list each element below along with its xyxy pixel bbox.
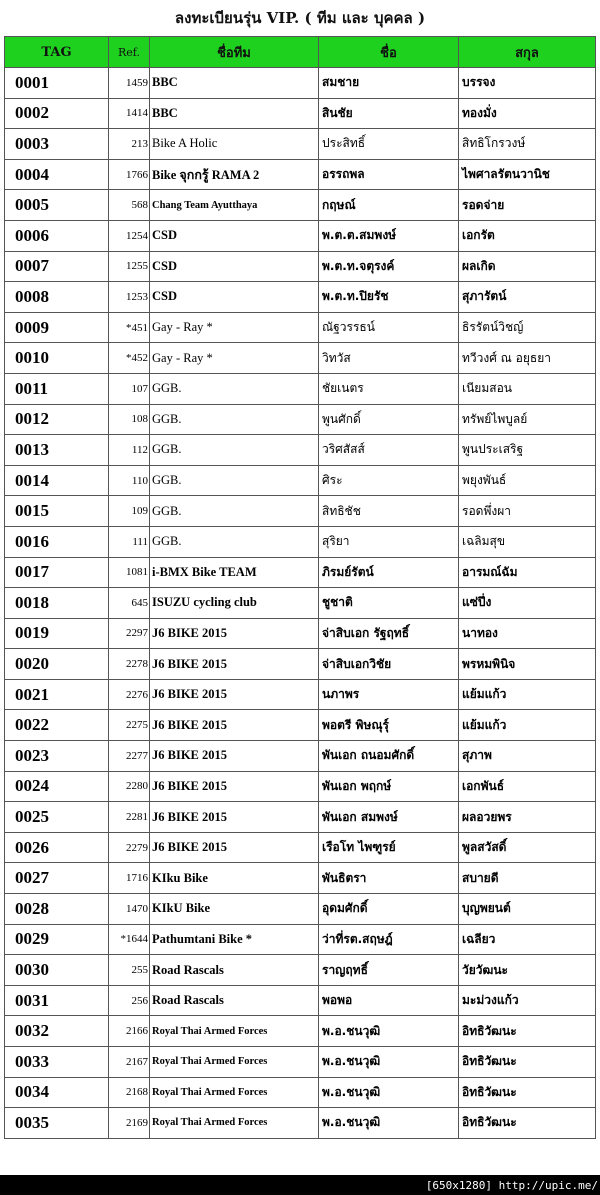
registration-table	[4, 36, 596, 1139]
table-row	[5, 1077, 596, 1108]
team-cell: i-BMX Bike TEAM	[150, 557, 319, 588]
ref-cell: 2281	[109, 802, 150, 833]
ref-cell: 1766	[109, 159, 150, 190]
tag-cell: 0021	[5, 679, 109, 710]
ref-cell: 2166	[109, 1016, 150, 1047]
table-row	[5, 129, 596, 160]
last-name-cell: เฉลิมสุข	[459, 526, 596, 557]
team-cell: GGB.	[150, 526, 319, 557]
team-cell: GGB.	[150, 465, 319, 496]
last-name-cell: ทองมั่ง	[459, 98, 596, 129]
last-name-cell: สบายดี	[459, 863, 596, 894]
ref-cell: 213	[109, 129, 150, 160]
table-row	[5, 465, 596, 496]
tag-cell: 0035	[5, 1108, 109, 1139]
first-name-cell: อรรถพล	[319, 159, 459, 190]
header-tag: TAG	[5, 37, 109, 68]
ref-cell: 2275	[109, 710, 150, 741]
table-row	[5, 557, 596, 588]
tag-cell: 0004	[5, 159, 109, 190]
table-row	[5, 1108, 596, 1139]
header-last-name: สกุล	[459, 37, 596, 68]
ref-cell: 111	[109, 526, 150, 557]
team-cell: Pathumtani Bike *	[150, 924, 319, 955]
team-cell: J6 BIKE 2015	[150, 710, 319, 741]
tag-cell: 0009	[5, 312, 109, 343]
last-name-cell: แย้มแก้ว	[459, 679, 596, 710]
table-row	[5, 1047, 596, 1078]
ref-cell: 110	[109, 465, 150, 496]
team-cell: Road Rascals	[150, 985, 319, 1016]
tag-cell: 0033	[5, 1047, 109, 1078]
team-cell: J6 BIKE 2015	[150, 679, 319, 710]
first-name-cell: วริศสัสส์	[319, 435, 459, 466]
ref-cell: 107	[109, 373, 150, 404]
first-name-cell: พอพอ	[319, 985, 459, 1016]
tag-cell: 0020	[5, 649, 109, 680]
last-name-cell: ทวีวงศ์ ณ อยุธยา	[459, 343, 596, 374]
team-cell: KIku Bike	[150, 863, 319, 894]
team-cell: J6 BIKE 2015	[150, 618, 319, 649]
ref-cell: 2280	[109, 771, 150, 802]
first-name-cell: พันธิตรา	[319, 863, 459, 894]
first-name-cell: วิทวัส	[319, 343, 459, 374]
last-name-cell: พูนประเสริฐ	[459, 435, 596, 466]
table-row	[5, 251, 596, 282]
first-name-cell: พ.อ.ชนวุฒิ	[319, 1047, 459, 1078]
tag-cell: 0013	[5, 435, 109, 466]
last-name-cell: เอกพันธ์	[459, 771, 596, 802]
team-cell: GGB.	[150, 404, 319, 435]
tag-cell: 0024	[5, 771, 109, 802]
first-name-cell: พันเอก สมพงษ์	[319, 802, 459, 833]
table-row	[5, 159, 596, 190]
table-row	[5, 404, 596, 435]
team-cell: BBC	[150, 98, 319, 129]
last-name-cell: อิทธิวัฒนะ	[459, 1077, 596, 1108]
team-cell: CSD	[150, 251, 319, 282]
tag-cell: 0023	[5, 741, 109, 772]
ref-cell: 1716	[109, 863, 150, 894]
ref-cell: 2168	[109, 1077, 150, 1108]
tag-cell: 0014	[5, 465, 109, 496]
first-name-cell: พ.ต.ท.จตุรงค์	[319, 251, 459, 282]
team-cell: J6 BIKE 2015	[150, 802, 319, 833]
last-name-cell: อิทธิวัฒนะ	[459, 1108, 596, 1139]
first-name-cell: ชูชาติ	[319, 588, 459, 619]
table-row	[5, 894, 596, 925]
tag-cell: 0016	[5, 526, 109, 557]
first-name-cell: ภิรมย์รัตน์	[319, 557, 459, 588]
ref-cell: 2278	[109, 649, 150, 680]
first-name-cell: สิทธิชัช	[319, 496, 459, 527]
tag-cell: 0028	[5, 894, 109, 925]
ref-cell: 1470	[109, 894, 150, 925]
tag-cell: 0034	[5, 1077, 109, 1108]
last-name-cell: แซ่ปึ่ง	[459, 588, 596, 619]
first-name-cell: พันเอก ถนอมศักดิ์	[319, 741, 459, 772]
header-first-name: ชื่อ	[319, 37, 459, 68]
last-name-cell: เอกรัต	[459, 220, 596, 251]
ref-cell: 2169	[109, 1108, 150, 1139]
first-name-cell: เรือโท ไพฑูรย์	[319, 832, 459, 863]
last-name-cell: แย้มแก้ว	[459, 710, 596, 741]
first-name-cell: พ.ต.ต.สมพงษ์	[319, 220, 459, 251]
last-name-cell: นาทอง	[459, 618, 596, 649]
tag-cell: 0029	[5, 924, 109, 955]
first-name-cell: ชัยเนตร	[319, 373, 459, 404]
table-row	[5, 1016, 596, 1047]
team-cell: Bike A Holic	[150, 129, 319, 160]
tag-cell: 0019	[5, 618, 109, 649]
first-name-cell: สมชาย	[319, 68, 459, 99]
header-row	[5, 37, 596, 68]
tag-cell: 0018	[5, 588, 109, 619]
first-name-cell: กฤษณ์	[319, 190, 459, 221]
table-row	[5, 98, 596, 129]
team-cell: Royal Thai Armed Forces	[150, 1047, 319, 1078]
ref-cell: 2167	[109, 1047, 150, 1078]
last-name-cell: เฉลียว	[459, 924, 596, 955]
last-name-cell: อิทธิวัฒนะ	[459, 1016, 596, 1047]
team-cell: Gay - Ray *	[150, 312, 319, 343]
last-name-cell: ทรัพย์ไพบูลย์	[459, 404, 596, 435]
table-row	[5, 496, 596, 527]
first-name-cell: ราญฤทธิ์	[319, 955, 459, 986]
last-name-cell: ไพศาลรัตนวานิช	[459, 159, 596, 190]
tag-cell: 0005	[5, 190, 109, 221]
last-name-cell: สิทธิโกรวงษ์	[459, 129, 596, 160]
ref-cell: *452	[109, 343, 150, 374]
team-cell: BBC	[150, 68, 319, 99]
team-cell: Royal Thai Armed Forces	[150, 1077, 319, 1108]
team-cell: KIkU Bike	[150, 894, 319, 925]
ref-cell: 1255	[109, 251, 150, 282]
first-name-cell: พ.อ.ชนวุฒิ	[319, 1108, 459, 1139]
ref-cell: 2297	[109, 618, 150, 649]
table-row	[5, 955, 596, 986]
first-name-cell: ว่าที่รต.สฤษฎ์	[319, 924, 459, 955]
team-cell: Royal Thai Armed Forces	[150, 1016, 319, 1047]
team-cell: GGB.	[150, 496, 319, 527]
team-cell: GGB.	[150, 373, 319, 404]
tag-cell: 0030	[5, 955, 109, 986]
first-name-cell: ศิระ	[319, 465, 459, 496]
tag-cell: 0011	[5, 373, 109, 404]
table-row	[5, 435, 596, 466]
first-name-cell: จ่าสิบเอกวิชัย	[319, 649, 459, 680]
ref-cell: 112	[109, 435, 150, 466]
ref-cell: 256	[109, 985, 150, 1016]
team-cell: CSD	[150, 220, 319, 251]
tag-cell: 0027	[5, 863, 109, 894]
ref-cell: 568	[109, 190, 150, 221]
last-name-cell: ธิรรัตน์วิชญ์	[459, 312, 596, 343]
first-name-cell: พันเอก พฤกษ์	[319, 771, 459, 802]
table-row	[5, 190, 596, 221]
tag-cell: 0017	[5, 557, 109, 588]
last-name-cell: สุภาพ	[459, 741, 596, 772]
first-name-cell: สุริยา	[319, 526, 459, 557]
last-name-cell: รอดพึ่งผา	[459, 496, 596, 527]
table-row	[5, 924, 596, 955]
last-name-cell: สุภารัตน์	[459, 282, 596, 313]
last-name-cell: ผลเกิด	[459, 251, 596, 282]
tag-cell: 0007	[5, 251, 109, 282]
first-name-cell: อุดมศักดิ์	[319, 894, 459, 925]
team-cell: Royal Thai Armed Forces	[150, 1108, 319, 1139]
ref-cell: 645	[109, 588, 150, 619]
team-cell: J6 BIKE 2015	[150, 649, 319, 680]
first-name-cell: นภาพร	[319, 679, 459, 710]
team-cell: J6 BIKE 2015	[150, 832, 319, 863]
last-name-cell: เนียมสอน	[459, 373, 596, 404]
last-name-cell: มะม่วงแก้ว	[459, 985, 596, 1016]
tag-cell: 0025	[5, 802, 109, 833]
table-row	[5, 863, 596, 894]
last-name-cell: พูลสวัสดิ์	[459, 832, 596, 863]
last-name-cell: อารมณ์ฉัม	[459, 557, 596, 588]
team-cell: ISUZU cycling club	[150, 588, 319, 619]
ref-cell: 2279	[109, 832, 150, 863]
first-name-cell: ประสิทธิ์	[319, 129, 459, 160]
table-row	[5, 832, 596, 863]
ref-cell: *1644	[109, 924, 150, 955]
first-name-cell: พูนศักดิ์	[319, 404, 459, 435]
first-name-cell: พ.อ.ชนวุฒิ	[319, 1016, 459, 1047]
last-name-cell: ผลอวยพร	[459, 802, 596, 833]
table-row	[5, 312, 596, 343]
tag-cell: 0032	[5, 1016, 109, 1047]
tag-cell: 0015	[5, 496, 109, 527]
table-row	[5, 649, 596, 680]
tag-cell: 0002	[5, 98, 109, 129]
last-name-cell: พยุงพันธ์	[459, 465, 596, 496]
tag-cell: 0022	[5, 710, 109, 741]
team-cell: Road Rascals	[150, 955, 319, 986]
tag-cell: 0026	[5, 832, 109, 863]
table-row	[5, 282, 596, 313]
first-name-cell: พ.ต.ท.ปิยรัช	[319, 282, 459, 313]
team-cell: J6 BIKE 2015	[150, 741, 319, 772]
table-row	[5, 373, 596, 404]
table-row	[5, 771, 596, 802]
table-row	[5, 343, 596, 374]
watermark-text: [650x1280] http://upic.me/	[425, 1179, 598, 1192]
last-name-cell: บุญพยนต์	[459, 894, 596, 925]
first-name-cell: จ่าสิบเอก รัฐฤทธิ์	[319, 618, 459, 649]
team-cell: J6 BIKE 2015	[150, 771, 319, 802]
first-name-cell: พอตรี พิษณุรุ์	[319, 710, 459, 741]
table-row	[5, 220, 596, 251]
ref-cell: 255	[109, 955, 150, 986]
page-title: ลงทะเบียนรุ่น VIP. ( ทีม และ บุคคล )	[174, 9, 426, 27]
tag-cell: 0003	[5, 129, 109, 160]
team-cell: Chang Team Ayutthaya	[150, 190, 319, 221]
first-name-cell: ณัฐวรรธน์	[319, 312, 459, 343]
last-name-cell: รอดจ่าย	[459, 190, 596, 221]
last-name-cell: บรรจง	[459, 68, 596, 99]
table-row	[5, 802, 596, 833]
ref-cell: 1459	[109, 68, 150, 99]
tag-cell: 0006	[5, 220, 109, 251]
team-cell: GGB.	[150, 435, 319, 466]
header-ref: Ref.	[109, 37, 150, 68]
table-row	[5, 588, 596, 619]
table-row	[5, 710, 596, 741]
team-cell: Gay - Ray *	[150, 343, 319, 374]
tag-cell: 0012	[5, 404, 109, 435]
ref-cell: 1414	[109, 98, 150, 129]
tag-cell: 0031	[5, 985, 109, 1016]
table-row	[5, 526, 596, 557]
ref-cell: 1253	[109, 282, 150, 313]
table-row	[5, 618, 596, 649]
last-name-cell: อิทธิวัฒนะ	[459, 1047, 596, 1078]
ref-cell: 2277	[109, 741, 150, 772]
header-team: ชื่อทีม	[150, 37, 319, 68]
ref-cell: *451	[109, 312, 150, 343]
table-row	[5, 679, 596, 710]
team-cell: Bike จุกกรู้ RAMA 2	[150, 159, 319, 190]
ref-cell: 109	[109, 496, 150, 527]
first-name-cell: สินชัย	[319, 98, 459, 129]
table-row	[5, 68, 596, 99]
team-cell: CSD	[150, 282, 319, 313]
table-row	[5, 741, 596, 772]
ref-cell: 2276	[109, 679, 150, 710]
table-row	[5, 985, 596, 1016]
tag-cell: 0010	[5, 343, 109, 374]
ref-cell: 1081	[109, 557, 150, 588]
tag-cell: 0008	[5, 282, 109, 313]
last-name-cell: วัยวัฒนะ	[459, 955, 596, 986]
ref-cell: 108	[109, 404, 150, 435]
first-name-cell: พ.อ.ชนวุฒิ	[319, 1077, 459, 1108]
ref-cell: 1254	[109, 220, 150, 251]
last-name-cell: พรหมพินิจ	[459, 649, 596, 680]
tag-cell: 0001	[5, 68, 109, 99]
